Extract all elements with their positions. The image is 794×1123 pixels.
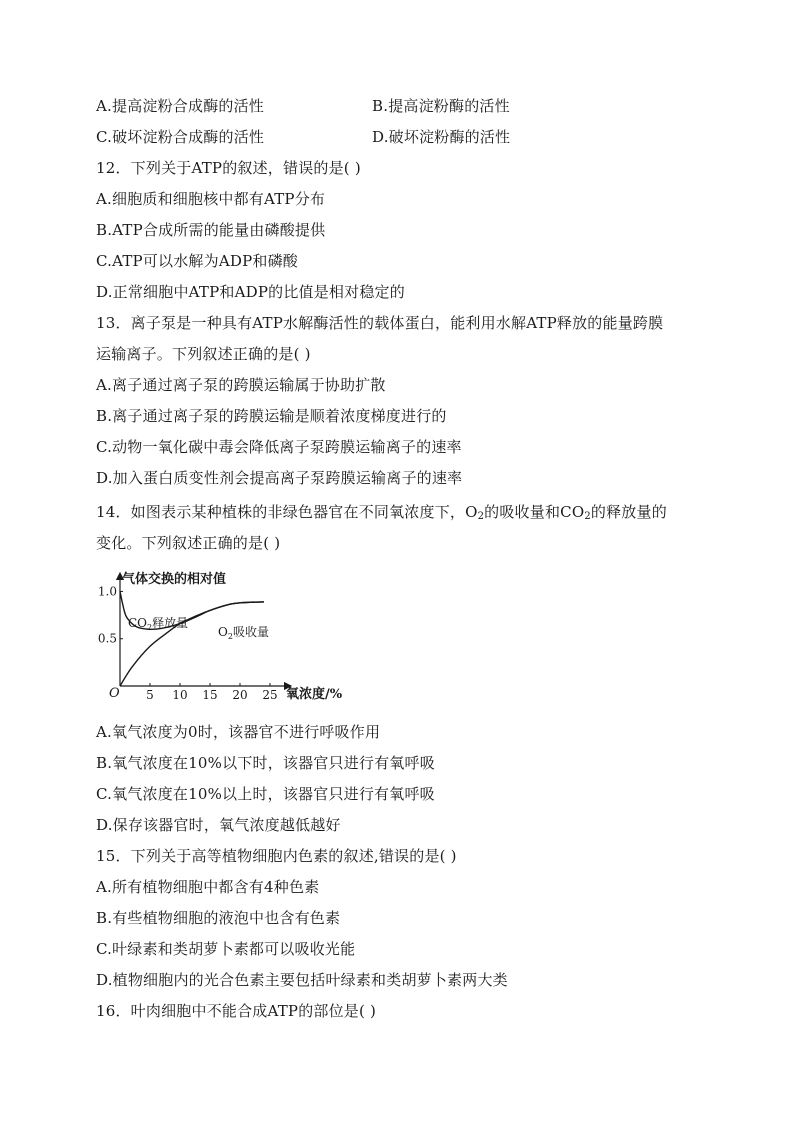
q13-stem-line2: 运输离子。下列叙述正确的是( ) [96, 345, 311, 363]
o2-series-label: $O_2$吸收量 [218, 625, 269, 641]
q15-option-a: A.所有植物细胞中都含有4种色素 [96, 878, 320, 896]
q13-option-b: B.离子通过离子泵的跨膜运输是顺着浓度梯度进行的 [96, 407, 447, 425]
q14-stem-line2: 变化。下列叙述正确的是( ) [96, 534, 281, 552]
x-tick-label: 25 [262, 688, 278, 702]
q14-stem-sub2: 2 [584, 511, 591, 522]
origin-label: O [109, 686, 120, 701]
q15-option-d: D.植物细胞内的光合色素主要包括叶绿素和类胡萝卜素两大类 [96, 971, 508, 989]
q14-option-a: A.氧气浓度为0时，该器官不进行呼吸作用 [96, 723, 381, 741]
x-axis-label: 氧浓度/% [286, 687, 343, 702]
y-axis-label: 气体交换的相对值 [122, 572, 227, 587]
q15-stem: 15．下列关于高等植物细胞内色素的叙述,错误的是( ) [96, 847, 457, 865]
q15-option-c: C.叶绿素和类胡萝卜素都可以吸收光能 [96, 940, 356, 958]
x-tick-label: 10 [172, 688, 188, 702]
q12-option-d: D.正常细胞中ATP和ADP的比值是相对稳定的 [96, 283, 405, 301]
q11-option-d: D.破坏淀粉酶的活性 [372, 128, 511, 146]
q11-option-a: A.提高淀粉合成酶的活性 [96, 97, 265, 115]
q13-option-a: A.离子通过离子泵的跨膜运输属于协助扩散 [96, 376, 386, 394]
y-tick-label: 0.5 [97, 631, 117, 646]
q13-option-c: C.动物一氧化碳中毒会降低离子泵跨膜运输离子的速率 [96, 438, 462, 456]
y-tick-label: 1.0 [97, 584, 117, 599]
q14-option-d: D.保存该器官时，氧气浓度越低越好 [96, 816, 341, 834]
q13-option-d: D.加入蛋白质变性剂会提高离子泵跨膜运输离子的速率 [96, 469, 463, 487]
q14-option-b: B.氧气浓度在10%以下时，该器官只进行有氧呼吸 [96, 754, 435, 772]
q14-stem-part3: 的释放量的 [590, 503, 667, 521]
q12-option-a: A.细胞质和细胞核中都有ATP分布 [96, 190, 326, 208]
gas-exchange-chart [96, 566, 356, 708]
q12-option-c: C.ATP可以水解为ADP和磷酸 [96, 252, 298, 270]
o2-absorption-curve [120, 602, 264, 686]
q14-stem-line1 [96, 500, 667, 524]
q14-stem-part2: 的吸收量和CO [484, 503, 585, 521]
q13-stem-line1: 13．离子泵是一种具有ATP水解酶活性的载体蛋白，能利用水解ATP释放的能量跨膜 [96, 314, 664, 332]
x-tick-label: 5 [146, 688, 154, 702]
x-tick-label: 15 [202, 688, 218, 702]
q12-stem: 12．下列关于ATP的叙述，错误的是( ) [96, 159, 361, 177]
chart-svg [96, 566, 356, 708]
q15-option-b: B.有些植物细胞的液泡中也含有色素 [96, 909, 341, 927]
q14-stem-sub1: 2 [477, 511, 485, 522]
x-tick-label: 20 [232, 688, 248, 702]
q11-option-c: C.破坏淀粉合成酶的活性 [96, 128, 265, 146]
q12-option-b: B.ATP合成所需的能量由磷酸提供 [96, 221, 326, 239]
co2-series-label: $CO_2$释放量 [128, 616, 189, 632]
q11-option-b: B.提高淀粉酶的活性 [372, 97, 510, 115]
q14-stem-part1: 14．如图表示某种植株的非绿色器官在不同氧浓度下，O [96, 503, 478, 521]
q14-option-c: C.氧气浓度在10%以上时，该器官只进行有氧呼吸 [96, 785, 435, 803]
q16-stem: 16．叶肉细胞中不能合成ATP的部位是( ) [96, 1002, 377, 1020]
